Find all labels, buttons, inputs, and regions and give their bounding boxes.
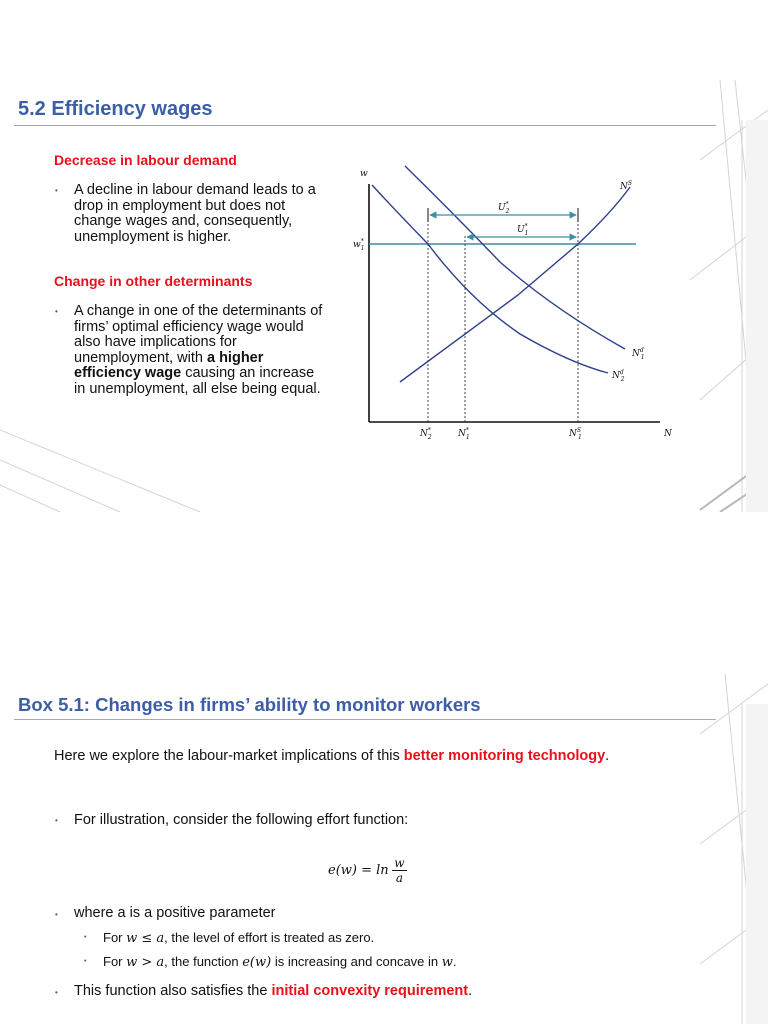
bullet-marker: • (55, 816, 58, 825)
bullet-text-parameter: where a is a positive parameter (74, 905, 276, 921)
text-part: , the function (164, 954, 243, 969)
labour-supply-label: $N^S$ (620, 180, 632, 192)
bullet-text-convexity (74, 984, 472, 1000)
background-decoration (0, 674, 768, 1024)
x-axis-label: N (664, 429, 672, 439)
bullet-text-demand: A decline in labour demand leads to a drop in employment but does not change wages and, consequently, unemployment is higher. (74, 182, 316, 245)
bullet-marker: • (55, 988, 58, 997)
sub-bullet-low-wage (103, 930, 374, 947)
y-axis-label: w (360, 169, 368, 179)
math-inline: e(w) (242, 955, 272, 970)
intro-text (54, 749, 714, 765)
text-part: is increasing and concave in (271, 954, 442, 969)
text-part: For (103, 954, 127, 969)
title-divider (14, 719, 716, 720)
bullet-text-determinants (74, 304, 324, 397)
bullet-marker: • (55, 307, 58, 316)
labour-demand-1-label: $N^d$ 1 (632, 347, 645, 361)
math-inline: w (441, 955, 453, 970)
slide-efficiency-wages (0, 80, 768, 512)
text-part: , the level of effort is treated as zero. (164, 930, 375, 945)
equation-numerator: w (394, 856, 405, 870)
bullet-text-effort-function: For illustration, consider the following effort function: (74, 812, 409, 828)
unemployment-u1-label: U* 1 (517, 223, 529, 237)
labour-demand-2-label: $N^d$ 2 (612, 369, 625, 383)
intro-text-part: Here we explore the labour-market implications of this (54, 748, 404, 764)
labour-demand-curve-2 (372, 185, 608, 373)
math-inline: w ≤ a (126, 931, 165, 946)
text-part: This function also satisfies the (74, 983, 272, 999)
wage-label: w* 1 (353, 238, 365, 252)
title-divider (14, 125, 716, 126)
section-heading-demand: Decrease in labour demand (54, 152, 237, 168)
slide-box-5-1 (0, 674, 768, 1024)
equation-lhs: e(w) = ln (328, 862, 389, 878)
section-heading-determinants: Change in other determinants (54, 273, 253, 289)
bullet-marker: • (55, 910, 58, 919)
n1-star-label: N* 1 (458, 427, 470, 441)
unemployment-u2-label: U* 2 (498, 201, 510, 215)
bullet-text-bold: a higher efficiency wage (74, 349, 264, 381)
text-part: For (103, 930, 127, 945)
bullet-marker: • (55, 186, 58, 195)
convexity-highlight: initial convexity requirement (271, 983, 469, 999)
bullet-text-part: A change in one of the determinants of firms’ optimal efficiency wage would also have implications for unemployment, with (74, 303, 323, 366)
intro-text-part: . (605, 748, 610, 764)
bullet-marker: • (84, 934, 87, 941)
effort-equation (328, 856, 407, 885)
efficiency-wage-diagram (340, 160, 690, 460)
labour-supply-curve (400, 187, 630, 382)
bullet-marker: • (84, 958, 87, 965)
slide-title: 5.2 Efficiency wages (18, 98, 213, 120)
text-part: . (468, 983, 473, 999)
slide-title: Box 5.1: Changes in firms’ ability to monitor workers (18, 694, 481, 715)
bullet-text-part: causing an increase in unemployment, all else being equal. (74, 365, 321, 397)
text-part: . (452, 954, 457, 969)
equation-denominator: a (395, 871, 403, 885)
n2-star-label: N* 2 (420, 427, 432, 441)
equation-fraction (392, 856, 406, 885)
n1-supply-label: $N^S$ 1 (569, 427, 582, 441)
sub-bullet-high-wage (103, 954, 457, 971)
math-inline: w > a (126, 955, 165, 970)
intro-highlight: better monitoring technology (403, 748, 606, 764)
